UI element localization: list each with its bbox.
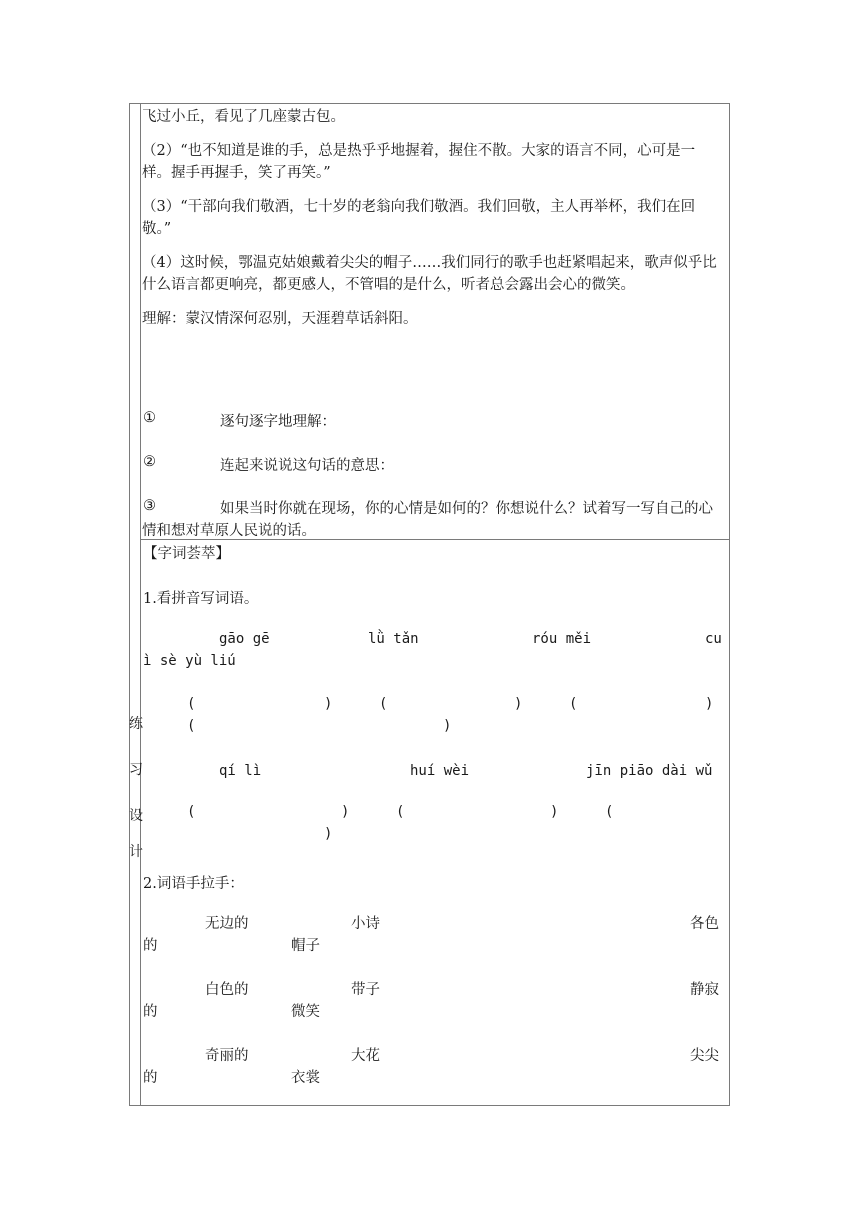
answer-paren-close: ) [443, 718, 452, 734]
answer-paren-close: ) [341, 804, 350, 820]
pinyin: jīn piāo dài wǔ [586, 763, 713, 779]
reading-section [142, 106, 721, 330]
q1-text: 逐句逐字地理解： [220, 414, 336, 430]
answer-paren-open: ( [187, 696, 196, 712]
q3-text: 如果当时你就在现场，你的心情是如何的？你想说什么？试着写一写自己的心情和想对草原人民说的话。 [142, 501, 713, 539]
match-word: 大花 [351, 1048, 380, 1064]
match-word: 帽子 [291, 938, 320, 954]
match-word: 无边的 [205, 916, 249, 932]
quote-3: （3）“干部向我们敬酒，七十岁的老翁向我们敬酒。我们回敬，主人再举杯，我们在回敬。” [142, 199, 696, 237]
text-line: 飞过小丘，看见了几座蒙古包。 [142, 109, 345, 125]
words-heading: 【字词荟萃】 [143, 546, 230, 562]
pinyin: huí wèi [410, 763, 470, 779]
answer-paren-close: ) [550, 804, 559, 820]
side-label-char: 计 [129, 844, 143, 860]
pinyin: ì sè yù liú [143, 653, 236, 669]
comprehension-prompt: 理解：蒙汉情深何忍别，天涯碧草话斜阳。 [142, 311, 418, 327]
q2-number: ② [143, 454, 156, 470]
answer-paren-open: ( [569, 696, 578, 712]
answer-paren-open: ( [396, 804, 405, 820]
q1-number: ① [143, 410, 156, 426]
side-label-char: 练 [129, 716, 143, 732]
answer-paren-open: ( [605, 804, 614, 820]
match-word: 微笑 [291, 1004, 320, 1020]
worksheet-table [129, 103, 730, 1106]
side-label-char: 设 [129, 808, 143, 824]
side-label-char: 习 [129, 762, 143, 778]
left-label-column [130, 104, 141, 1105]
pinyin: cu [705, 631, 722, 647]
match-word: 小诗 [351, 916, 380, 932]
answer-paren-close: ) [324, 826, 333, 842]
pinyin: róu měi [532, 631, 592, 647]
task-1-label: 1.看拼音写词语。 [143, 591, 259, 607]
match-word: 奇丽的 [205, 1048, 249, 1064]
match-word: 各色 [690, 916, 719, 932]
match-word: 尖尖 [690, 1048, 719, 1064]
answer-paren-open: ( [187, 718, 196, 734]
task-2-label: 2.词语手拉手： [143, 876, 244, 892]
answer-paren-close: ) [514, 696, 523, 712]
match-word: 的 [143, 1004, 158, 1020]
match-word: 的 [143, 1070, 158, 1086]
quote-4: （4）这时候，鄂温克姑娘戴着尖尖的帽子……我们同行的歌手也赶紧唱起来，歌声似乎比什么语言都更响亮，都更感人，不管唱的是什么，听者总会露出会心的微笑。 [142, 255, 717, 293]
match-word: 衣裳 [291, 1070, 320, 1086]
q3-number: ③ [143, 498, 156, 514]
answer-paren-close: ) [324, 696, 333, 712]
match-word: 的 [143, 938, 158, 954]
answer-paren-close: ) [705, 696, 714, 712]
match-word: 白色的 [205, 982, 249, 998]
match-word: 静寂 [690, 982, 719, 998]
quote-2: （2）“也不知道是谁的手，总是热乎乎地握着，握住不散。大家的语言不同，心可是一样。握手再握手，笑了再笑。” [142, 143, 696, 181]
answer-paren-open: ( [379, 696, 388, 712]
pinyin: gāo gē [219, 631, 270, 647]
q2-text: 连起来说说这句话的意思： [220, 458, 394, 474]
pinyin: lǜ tǎn [368, 631, 419, 647]
answer-paren-open: ( [187, 804, 196, 820]
match-word: 带子 [351, 982, 380, 998]
pinyin: qí lì [219, 763, 262, 779]
